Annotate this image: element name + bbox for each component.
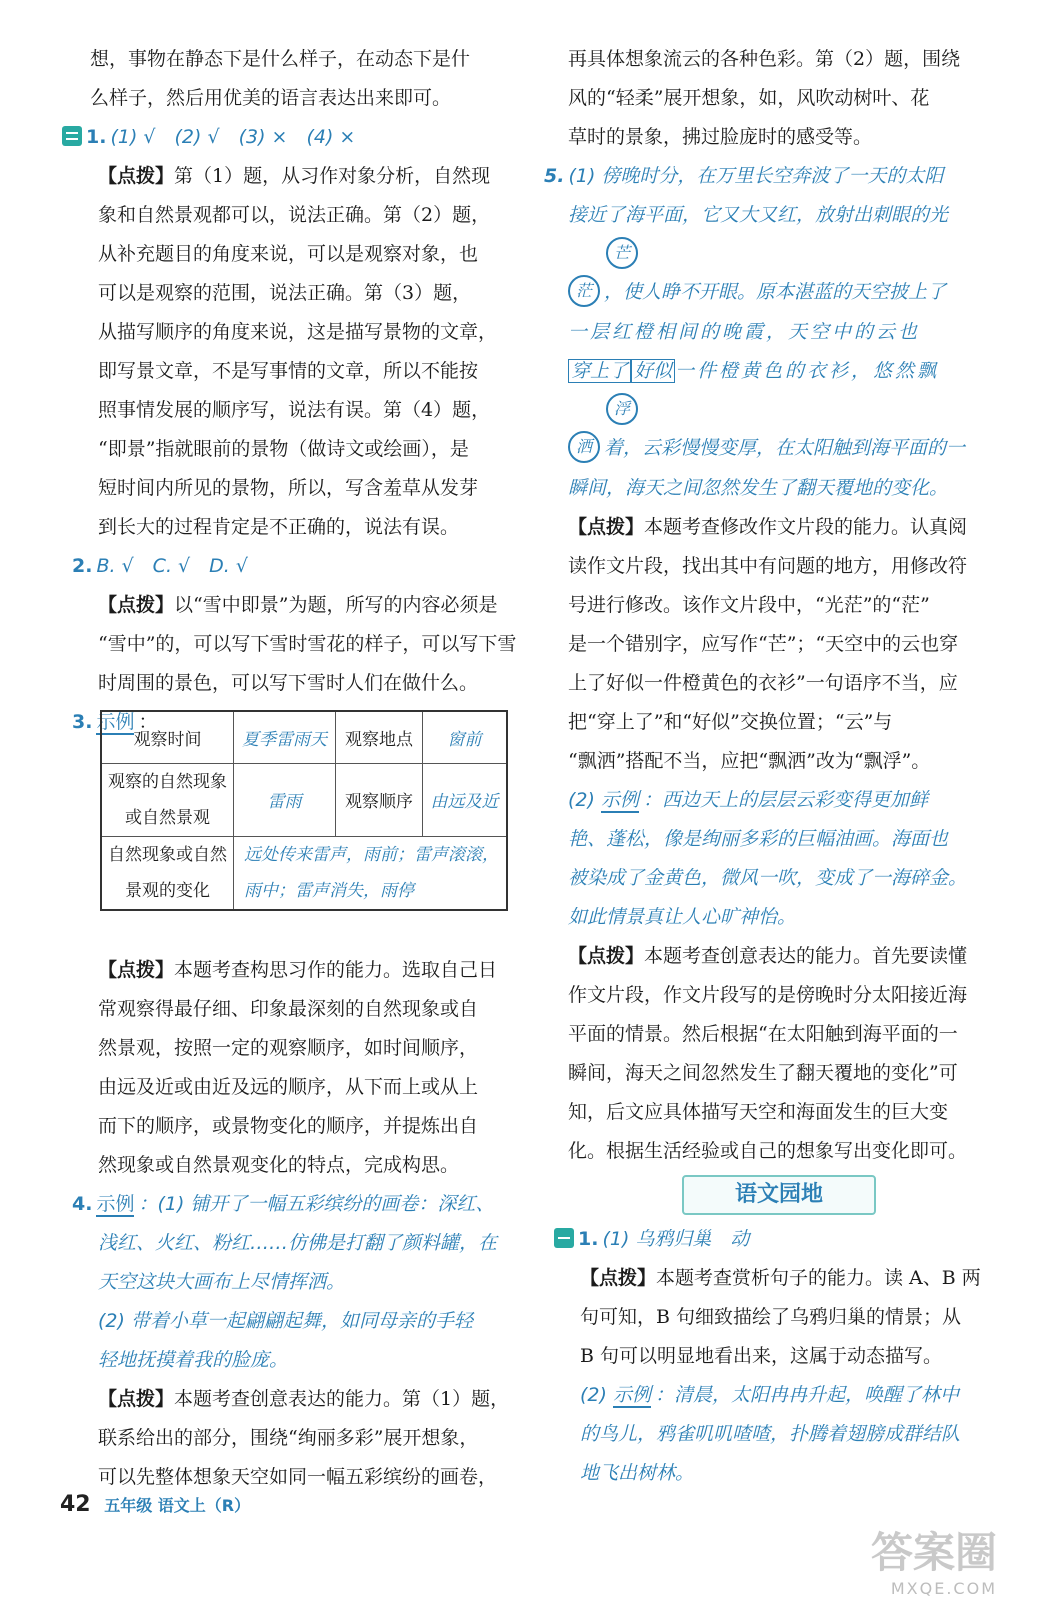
q1-answer: (1) √ (2) √ (3) × (4) ×: [110, 126, 356, 148]
hint-tag: 【点拨】: [580, 1267, 657, 1289]
right-column: [540, 40, 1007, 1171]
q4-line: 轻地抚摸着我的脸庞。: [98, 1349, 289, 1371]
q2-number: 2.: [72, 555, 93, 577]
q1-exp-line: “即景”指就眼前的景物（做诗文或绘画），是: [98, 438, 469, 460]
q1-exp-line: 从描写顺序的角度来说，这是描写景物的文章，: [98, 321, 498, 343]
intro-line: 么样子，然后用优美的语言表达出来即可。: [90, 87, 452, 109]
q2-exp-line: 时周围的景色，可以写下雪时人们在做什么。: [98, 672, 479, 694]
q1-exp-line: 从补充题目的角度来说，可以是观察对象，也: [98, 243, 479, 265]
q1-exp-line: 即写景文章，不是写事情的文章，所以不能按: [98, 360, 479, 382]
q4-exp-line: 可以先整体想象天空如同一幅五彩缤纷的画卷，: [98, 1466, 498, 1488]
q5-2-line: (2) 示例 ：西边天上的层层云彩变得更加鲜: [568, 789, 928, 811]
q1-exp-line: 照事情发展的顺序写，说法有误。第（4）题，: [98, 399, 491, 421]
table-row: [101, 836, 507, 910]
table-cell: 窗前: [423, 711, 508, 763]
s1-2-line: (2) 示例 ：清晨，太阳冉冉升起，唤醒了林中: [580, 1384, 959, 1406]
q5-2-line: 艳、蓬松，像是绚丽多彩的巨幅油画。海面也: [568, 828, 949, 850]
correction-circle: 芒: [606, 237, 638, 269]
q5-line: 瞬间，海天之间忽然发生了翻天覆地的变化。: [568, 477, 949, 499]
s1-answer: (1) 乌鸦归巢 动: [602, 1228, 750, 1250]
table-row: [101, 711, 507, 763]
cont-line: 风的“轻柔”展开想象，如，风吹动树叶、花: [568, 87, 930, 109]
s1-exp-line: 句可知，B 句细致描绘了乌鸦归巢的情景；从: [580, 1306, 962, 1328]
q5-line: 一层红橙相间的晚霞，天空中的云也: [568, 321, 921, 343]
table-cell: 观察的自然现象或自然景观: [101, 763, 234, 836]
q5-number: 5.: [544, 165, 565, 187]
hint-tag: 【点拨】: [98, 959, 175, 981]
example-label: 示例: [96, 1193, 135, 1215]
hint-tag: 【点拨】: [568, 945, 645, 967]
q5-2-exp-line: 平面的情景。然后根据“在太阳触到海平面的一: [568, 1023, 958, 1045]
table-cell: 夏季雷雨天: [234, 711, 336, 763]
page-number: 42: [60, 1492, 91, 1517]
hint-tag: 【点拨】: [98, 1388, 175, 1410]
q4-number: 4.: [72, 1193, 93, 1215]
q2-exp-line: 【点拨】以“雪中即景”为题，所写的内容必须是: [98, 594, 498, 616]
section-marker-icon: [62, 126, 82, 146]
q4-line: (2) 带着小草一起翩翩起舞，如同母亲的手轻: [98, 1310, 473, 1332]
watermark-logo: 答案圈: [870, 1528, 997, 1577]
q5-2-exp-line: 【点拨】本题考查创意表达的能力。首先要读懂: [568, 945, 968, 967]
hint-tag: 【点拨】: [98, 165, 175, 187]
q3-exp-line: 然现象或自然景观变化的特点，完成构思。: [98, 1154, 460, 1176]
q5-2-line: 被染成了金黄色，微风一吹，变成了一海碎金。: [568, 867, 968, 889]
q3-exp-line: 常观察得最仔细、印象最深刻的自然现象或自: [98, 998, 479, 1020]
q5-2-exp-line: 化。根据生活经验或自己的想象写出变化即可。: [568, 1140, 968, 1162]
intro-line: 想，事物在静态下是什么样子，在动态下是什: [90, 48, 471, 70]
table-cell: 自然现象或自然景观的变化: [101, 836, 234, 910]
s1-answer-line: [554, 1220, 1021, 1259]
q3-exp-line: 然景观，按照一定的观察顺序，如时间顺序，: [98, 1037, 479, 1059]
q5-exp-line: “飘洒”搭配不当，应把“飘洒”改为“飘浮”。: [568, 750, 931, 772]
left-column: [70, 40, 525, 742]
table-cell: 雷雨: [234, 763, 336, 836]
table-cell: 观察地点: [336, 711, 423, 763]
hint-tag: 【点拨】: [98, 594, 175, 616]
q3-exp-line: 而下的顺序，或景物变化的顺序，并提炼出自: [98, 1115, 479, 1137]
swap-word: 好似: [631, 359, 675, 383]
table-cell: 观察时间: [101, 711, 234, 763]
table-cell: 观察顺序: [336, 763, 423, 836]
q5-2-line: 如此情景真让人心旷神怡。: [568, 906, 797, 928]
q1-exp-line: 短时间内所见的景物，所以，写含羞草从发芽: [98, 477, 479, 499]
cont-line: 再具体想象流云的各种色彩。第（2）题，围绕: [568, 48, 961, 70]
table-cell: 远处传来雷声，雨前；雷声滚滚，雨中；雷声消失，雨停: [234, 836, 508, 910]
q2-answer-line: [70, 547, 525, 586]
q2-answer: B. √ C. √ D. √: [96, 555, 248, 577]
page-footer: [60, 1492, 250, 1517]
q5-swap-line: 穿上了 好似 一件橙黄色的衣衫，悠然飘: [540, 352, 1007, 391]
s1-exp-line: B 句可以明显地看出来，这属于动态描写。: [580, 1345, 943, 1367]
swap-word: 穿上了: [568, 359, 631, 383]
s1-2-line: 地飞出树林。: [580, 1462, 695, 1484]
q3-header: 3. 示例 ：: [72, 711, 158, 733]
q5-line: 5. (1) 傍晚时分，在万里长空奔波了一天的太阳: [544, 165, 944, 187]
q5-exp-line: 读作文片段，找出其中有问题的地方，用修改符: [568, 555, 968, 577]
q5-correction-line: 浮 洒 着，云彩慢慢变厚，在太阳触到海平面的一: [540, 391, 1007, 469]
right-column-lower: [540, 1220, 1007, 1493]
observation-table: [100, 710, 508, 911]
error-circle: 茫: [568, 275, 600, 307]
left-column-lower: [70, 951, 525, 1497]
q1-exp-line: 可以是观察的范围，说法正确。第（3）题，: [98, 282, 472, 304]
error-circle: 洒: [568, 431, 600, 463]
q5-exp-line: 【点拨】本题考查修改作文片段的能力。认真阅: [568, 516, 968, 538]
s1-exp-line: 【点拨】本题考查赏析句子的能力。读 A、B 两: [580, 1267, 981, 1289]
q4-exp-line: 联系给出的部分，围绕“绚丽多彩”展开想象，: [98, 1427, 479, 1449]
q5-2-exp-line: 瞬间，海天之间忽然发生了翻天覆地的变化”可: [568, 1062, 958, 1084]
q5-line: 接近了海平面，它又大又红，放射出刺眼的光: [568, 204, 949, 226]
q3-exp-line: 【点拨】本题考查构思习作的能力。选取自己日: [98, 959, 498, 981]
q5-exp-line: 号进行修改。该作文片段中，“光茫”的“茫”: [568, 594, 930, 616]
table-cell: 由远及近: [423, 763, 508, 836]
hint-tag: 【点拨】: [568, 516, 645, 538]
q5-exp-line: 上了好似一件橙黄色的衣衫”一句语序不当，应: [568, 672, 958, 694]
s1-number: 1.: [578, 1228, 599, 1250]
q5-2-exp-line: 知，后文应具体描写天空和海面发生的巨大变: [568, 1101, 949, 1123]
correction-circle: 浮: [606, 393, 638, 425]
q4-line: 天空这块大画布上尽情挥洒。: [98, 1271, 346, 1293]
example-label: 示例: [96, 711, 135, 733]
q5-exp-line: 把“穿上了”和“好似”交换位置；“云”与: [568, 711, 893, 733]
q4-exp-line: 【点拨】本题考查创意表达的能力。第（1）题，: [98, 1388, 510, 1410]
q1-exp-line: 到长大的过程肯定是不正确的，说法有误。: [98, 516, 460, 538]
q4-line: 浅红、火红、粉红……仿佛是打翻了颜料罐，在: [98, 1232, 498, 1254]
cont-line: 草时的景象，拂过脸庞时的感受等。: [568, 126, 873, 148]
example-label: 示例: [612, 1384, 651, 1406]
q5-exp-line: 是一个错别字，应写作“芒”；“天空中的云也穿: [568, 633, 959, 655]
watermark-url: MXQE.COM: [890, 1579, 997, 1598]
q1-exp-line: 【点拨】第（1）题，从习作对象分析，自然现: [98, 165, 491, 187]
q5-correction-line: 芒 茫 ，使人睁不开眼。原本湛蓝的天空披上了: [540, 235, 1007, 313]
q3-number: 3.: [72, 711, 93, 733]
q1-exp-line: 象和自然景观都可以，说法正确。第（2）题，: [98, 204, 491, 226]
section-title: 语文园地: [682, 1175, 876, 1215]
q4-line: 4. 示例 ：(1) 铺开了一幅五彩缤纷的画卷：深红、: [72, 1193, 495, 1215]
q1-number: 1.: [86, 126, 107, 148]
q2-exp-line: “雪中”的，可以写下雪时雪花的样子，可以写下雪: [98, 633, 517, 655]
q5-2-exp-line: 作文片段，作文片段写的是傍晚时分太阳接近海: [568, 984, 968, 1006]
q1-answer-line: [62, 118, 517, 157]
q3-exp-line: 由远及近或由近及远的顺序，从下而上或从上: [98, 1076, 479, 1098]
s1-2-line: 的鸟儿，鸦雀叽叽喳喳，扑腾着翅膀成群结队: [580, 1423, 961, 1445]
section-marker-icon: [554, 1228, 574, 1248]
book-title: 五年级 语文上（R）: [104, 1496, 251, 1515]
table-row: [101, 763, 507, 836]
example-label: 示例: [600, 789, 639, 811]
